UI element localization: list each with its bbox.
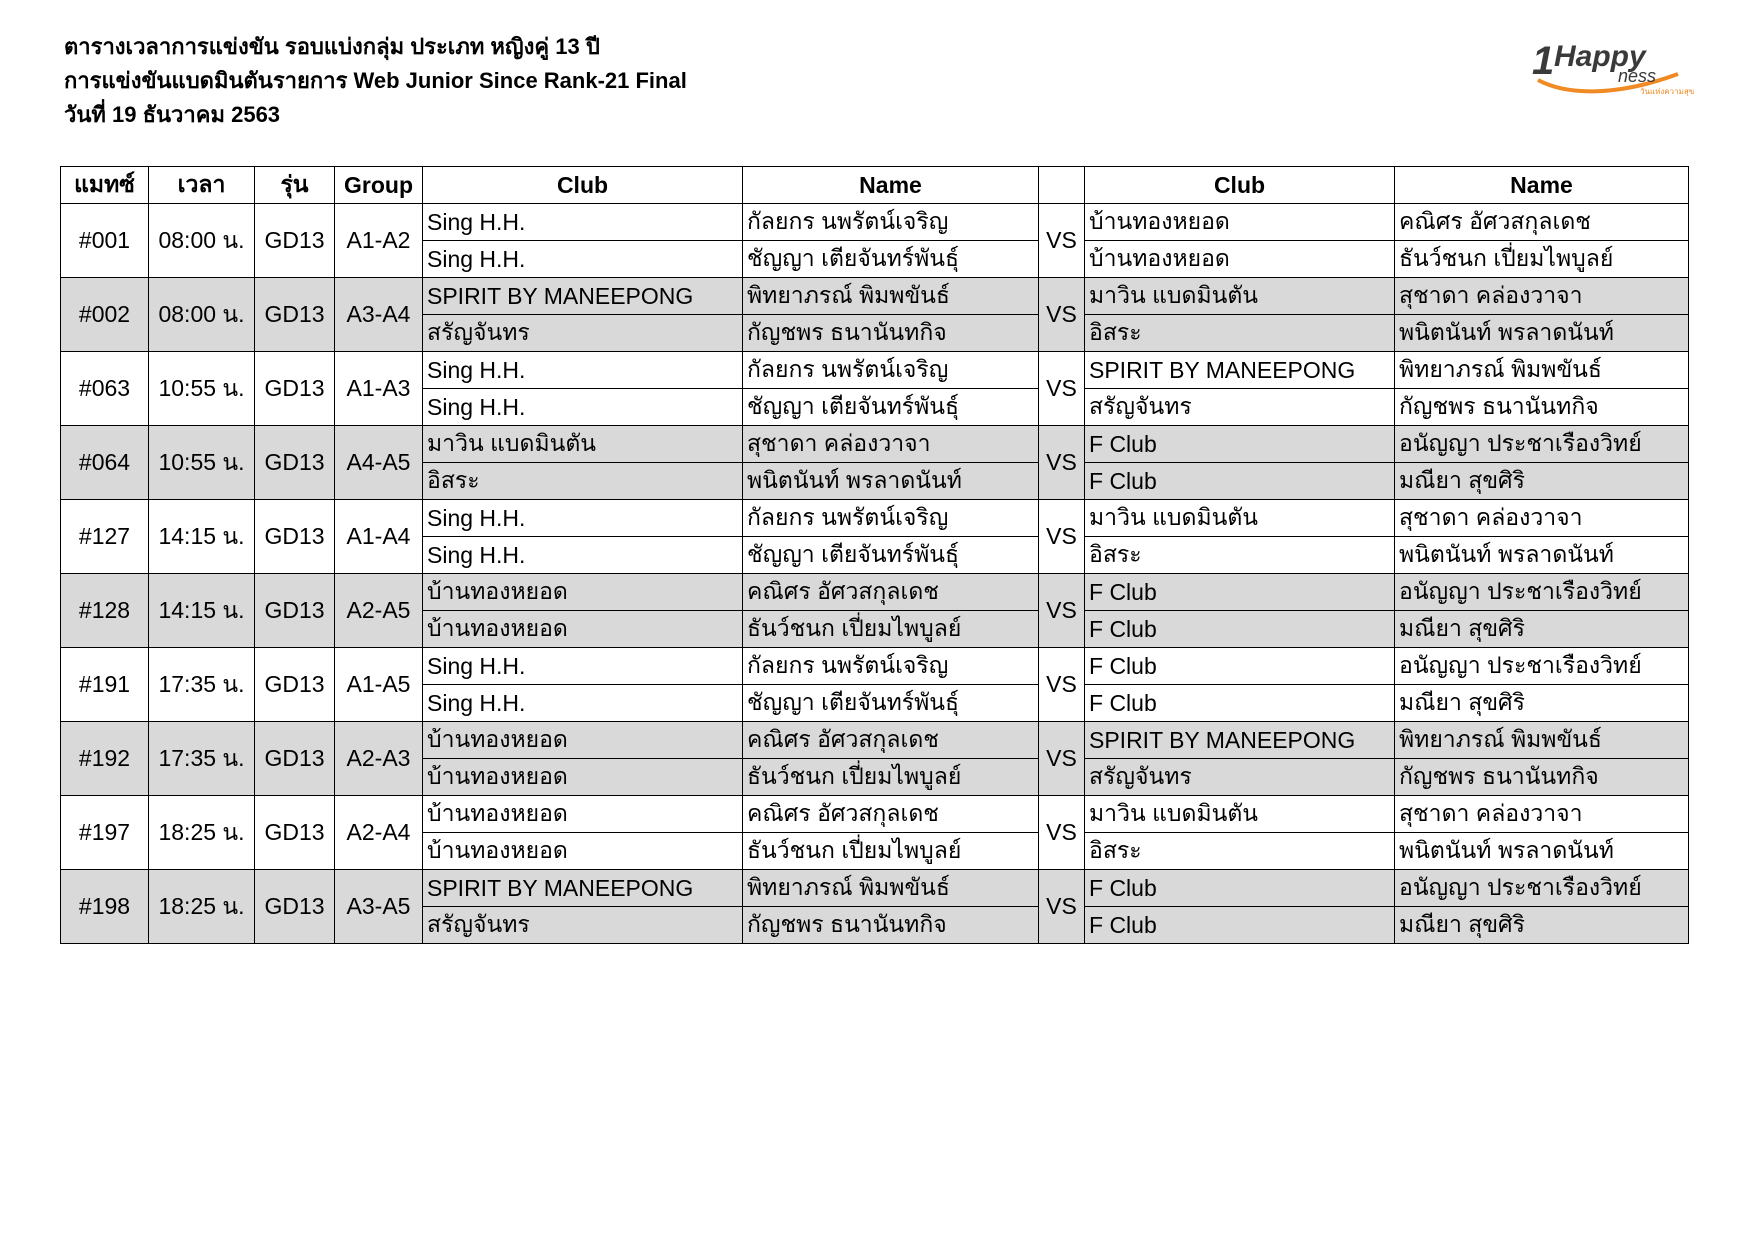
player-right: อนัญญา ประชาเรืองวิทย์ [1395,870,1689,907]
club-right: อิสระ [1085,315,1395,352]
club-left: Sing H.H. [423,500,743,537]
club-left: อิสระ [423,463,743,500]
player-left: กัญชพร ธนานันทกิจ [743,315,1039,352]
col-time-header: เวลา [149,167,255,204]
player-right: อนัญญา ประชาเรืองวิทย์ [1395,574,1689,611]
match-block [61,500,1689,574]
match-group: A1-A5 [335,648,423,722]
club-right: F Club [1085,574,1395,611]
match-number: #064 [61,426,149,500]
match-time: 08:00 น. [149,204,255,278]
club-left: Sing H.H. [423,648,743,685]
col-match-header: แมทซ์ [61,167,149,204]
logo-sub: ness [1618,66,1657,86]
club-right: F Club [1085,463,1395,500]
player-left: ธันว์ชนก เปี่ยมไพบูลย์ [743,833,1039,870]
player-right: มณียา สุขศิริ [1395,907,1689,944]
match-number: #001 [61,204,149,278]
tournament-name: การแข่งขันแบดมินตันรายการ Web Junior Since Rank-21 Final [64,68,687,93]
logo-digit: 1 [1532,39,1555,83]
club-left: SPIRIT BY MANEEPONG [423,278,743,315]
col-group-header: Group [335,167,423,204]
player-right: กัญชพร ธนานันทกิจ [1395,759,1689,796]
document-header [64,30,687,132]
vs-label: VS [1039,574,1085,648]
club-right: F Club [1085,648,1395,685]
logo-tagline: วันแห่งความสุข [1640,87,1695,96]
club-right: บ้านทองหยอด [1085,241,1395,278]
player-left: กัญชพร ธนานันทกิจ [743,907,1039,944]
match-number: #128 [61,574,149,648]
player-right: มณียา สุขศิริ [1395,463,1689,500]
club-left: SPIRIT BY MANEEPONG [423,870,743,907]
match-class: GD13 [255,278,335,352]
match-block [61,870,1689,944]
match-number: #192 [61,722,149,796]
player-left: คณิศร อัศวสกุลเดช [743,796,1039,833]
player-left: กัลยกร นพรัตน์เจริญ [743,204,1039,241]
col-name1-header: Name [743,167,1039,204]
club-left: มาวิน แบดมินตัน [423,426,743,463]
club-left: บ้านทองหยอด [423,796,743,833]
match-class: GD13 [255,648,335,722]
match-time: 18:25 น. [149,870,255,944]
club-right: อิสระ [1085,833,1395,870]
col-name2-header: Name [1395,167,1689,204]
match-class: GD13 [255,796,335,870]
player-right: มณียา สุขศิริ [1395,611,1689,648]
club-left: บ้านทองหยอด [423,833,743,870]
match-schedule-table [60,166,1689,944]
col-club1-header: Club [423,167,743,204]
vs-label: VS [1039,870,1085,944]
match-time: 17:35 น. [149,722,255,796]
player-left: ชัญญา เตียจันทร์พันธุ์ [743,537,1039,574]
player-left: กัลยกร นพรัตน์เจริญ [743,648,1039,685]
player-left: ชัญญา เตียจันทร์พันธุ์ [743,241,1039,278]
match-class: GD13 [255,870,335,944]
table-row [61,500,1689,537]
match-block [61,278,1689,352]
vs-label: VS [1039,352,1085,426]
match-block [61,352,1689,426]
document-title: ตารางเวลาการแข่งขัน รอบแบ่งกลุ่ม ประเภท หญิงคู่ 13 ปี [64,34,600,59]
match-number: #198 [61,870,149,944]
player-left: กัลยกร นพรัตน์เจริญ [743,500,1039,537]
match-group: A1-A4 [335,500,423,574]
club-left: Sing H.H. [423,685,743,722]
col-class-header: รุ่น [255,167,335,204]
match-number: #127 [61,500,149,574]
club-right: สรัญจันทร [1085,389,1395,426]
player-left: คณิศร อัศวสกุลเดช [743,722,1039,759]
club-left: สรัญจันทร [423,315,743,352]
club-left: Sing H.H. [423,241,743,278]
match-group: A2-A3 [335,722,423,796]
player-left: คณิศร อัศวสกุลเดช [743,574,1039,611]
match-group: A2-A5 [335,574,423,648]
club-left: Sing H.H. [423,389,743,426]
club-left: สรัญจันทร [423,907,743,944]
player-left: ธันว์ชนก เปี่ยมไพบูลย์ [743,759,1039,796]
match-number: #197 [61,796,149,870]
happiness-logo [1528,34,1695,100]
match-group: A3-A4 [335,278,423,352]
player-right: อนัญญา ประชาเรืองวิทย์ [1395,426,1689,463]
table-row [61,722,1689,759]
club-right: F Club [1085,685,1395,722]
vs-label: VS [1039,648,1085,722]
club-left: Sing H.H. [423,352,743,389]
match-class: GD13 [255,722,335,796]
club-right: สรัญจันทร [1085,759,1395,796]
player-right: พนิตนันท์ พรลาดนันท์ [1395,833,1689,870]
match-block [61,574,1689,648]
logo-word: Happy [1554,40,1646,73]
table-row [61,870,1689,907]
match-number: #002 [61,278,149,352]
match-block [61,426,1689,500]
table-row [61,278,1689,315]
club-left: บ้านทองหยอด [423,759,743,796]
player-left: พนิตนันท์ พรลาดนันท์ [743,463,1039,500]
player-right: สุชาดา คล่องวาจา [1395,278,1689,315]
match-class: GD13 [255,574,335,648]
club-left: บ้านทองหยอด [423,574,743,611]
club-right: บ้านทองหยอด [1085,204,1395,241]
match-group: A3-A5 [335,870,423,944]
table-row [61,352,1689,389]
match-block [61,204,1689,278]
match-class: GD13 [255,426,335,500]
club-right: อิสระ [1085,537,1395,574]
club-left: Sing H.H. [423,537,743,574]
club-right: F Club [1085,426,1395,463]
match-time: 18:25 น. [149,796,255,870]
player-right: พิทยาภรณ์ พิมพขันธ์ [1395,722,1689,759]
vs-label: VS [1039,500,1085,574]
player-right: มณียา สุขศิริ [1395,685,1689,722]
match-block [61,722,1689,796]
vs-label: VS [1039,204,1085,278]
col-club2-header: Club [1085,167,1395,204]
match-block [61,796,1689,870]
match-group: A2-A4 [335,796,423,870]
match-group: A1-A3 [335,352,423,426]
player-right: พิทยาภรณ์ พิมพขันธ์ [1395,352,1689,389]
player-right: อนัญญา ประชาเรืองวิทย์ [1395,648,1689,685]
col-vs-header [1039,167,1085,204]
player-left: พิทยาภรณ์ พิมพขันธ์ [743,278,1039,315]
happiness-logo-graphic [1528,34,1695,100]
player-right: พนิตนันท์ พรลาดนันท์ [1395,537,1689,574]
match-time: 14:15 น. [149,574,255,648]
club-right: SPIRIT BY MANEEPONG [1085,722,1395,759]
player-left: ธันว์ชนก เปี่ยมไพบูลย์ [743,611,1039,648]
match-class: GD13 [255,204,335,278]
match-time: 10:55 น. [149,352,255,426]
club-left: Sing H.H. [423,204,743,241]
match-number: #191 [61,648,149,722]
match-time: 08:00 น. [149,278,255,352]
table-header-row [61,167,1689,204]
club-right: มาวิน แบดมินตัน [1085,500,1395,537]
player-right: คณิศร อัศวสกุลเดช [1395,204,1689,241]
event-date: วันที่ 19 ธันวาคม 2563 [64,102,281,127]
club-left: บ้านทองหยอด [423,611,743,648]
player-right: ธันว์ชนก เปี่ยมไพบูลย์ [1395,241,1689,278]
vs-label: VS [1039,796,1085,870]
player-left: ชัญญา เตียจันทร์พันธุ์ [743,685,1039,722]
match-time: 17:35 น. [149,648,255,722]
player-right: กัญชพร ธนานันทกิจ [1395,389,1689,426]
match-group: A1-A2 [335,204,423,278]
club-left: บ้านทองหยอด [423,722,743,759]
match-class: GD13 [255,500,335,574]
vs-label: VS [1039,278,1085,352]
table-row [61,574,1689,611]
match-number: #063 [61,352,149,426]
player-left: พิทยาภรณ์ พิมพขันธ์ [743,870,1039,907]
club-right: SPIRIT BY MANEEPONG [1085,352,1395,389]
club-right: F Club [1085,870,1395,907]
vs-label: VS [1039,426,1085,500]
table-row [61,796,1689,833]
match-block [61,648,1689,722]
table-row [61,648,1689,685]
club-right: F Club [1085,907,1395,944]
player-left: ชัญญา เตียจันทร์พันธุ์ [743,389,1039,426]
match-time: 10:55 น. [149,426,255,500]
match-group: A4-A5 [335,426,423,500]
player-right: พนิตนันท์ พรลาดนันท์ [1395,315,1689,352]
table-row [61,204,1689,241]
player-right: สุชาดา คล่องวาจา [1395,796,1689,833]
club-right: มาวิน แบดมินตัน [1085,278,1395,315]
club-right: F Club [1085,611,1395,648]
table-row [61,426,1689,463]
match-class: GD13 [255,352,335,426]
match-time: 14:15 น. [149,500,255,574]
player-left: กัลยกร นพรัตน์เจริญ [743,352,1039,389]
vs-label: VS [1039,722,1085,796]
player-right: สุชาดา คล่องวาจา [1395,500,1689,537]
player-left: สุชาดา คล่องวาจา [743,426,1039,463]
club-right: มาวิน แบดมินตัน [1085,796,1395,833]
